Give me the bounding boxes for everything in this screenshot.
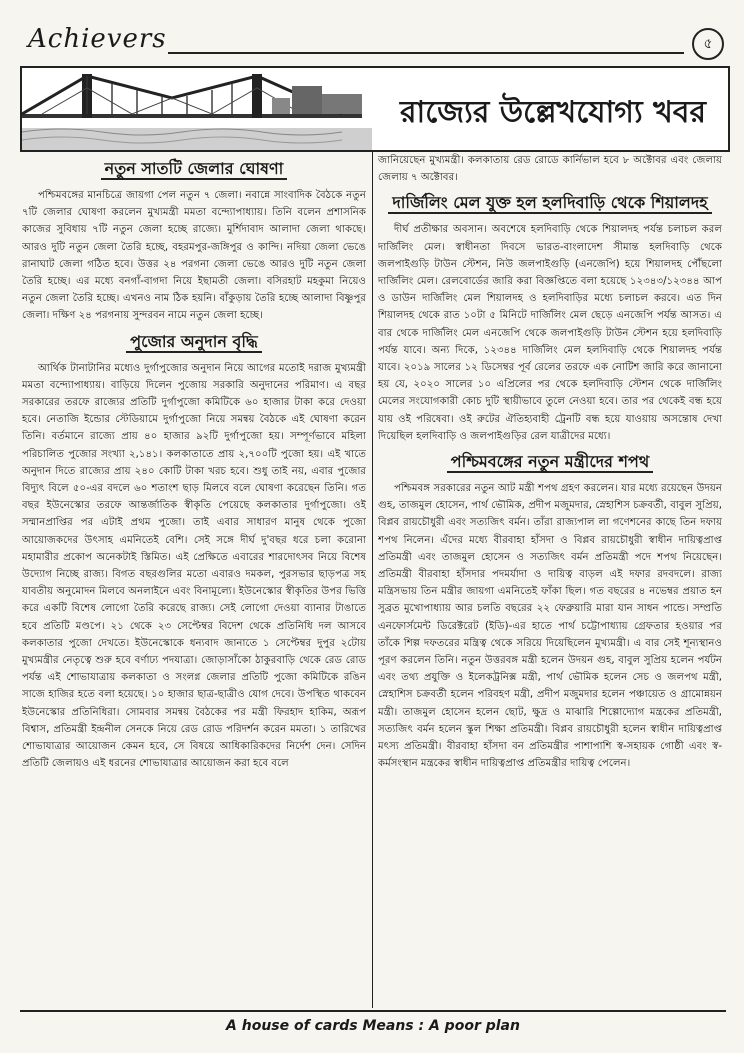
article-continuation: জানিয়েছেন মুখ্যমন্ত্রী। কলকাতায় রেড রোডে কার্নিভাল হবে ৮ অক্টোবর এবং জেলায় জেলায় ৭ অক্টোবর। [378, 155, 722, 184]
column-divider [372, 152, 373, 1008]
footer-idiom: A house of cards Means : A poor plan [226, 1018, 520, 1034]
left-column [22, 152, 366, 1008]
article-headline: পুজোর অনুদান বৃদ্ধি [22, 329, 366, 356]
article-headline: দার্জিলিং মেল যুক্ত হল হলদিবাড়ি থেকে শিয়ালদহ [378, 190, 722, 217]
article-paragraph: পশ্চিমবঙ্গ সরকারের নতুন আট মন্ত্রী শপথ গ্রহণ করলেন। যার মধ্যে রয়েছেন উদয়ন গুহ, তাজমুল হোসেন, পার্থ ভৌমিক, প্রদীপ মজুমদার, স্নেহাশিস চক্রবর্তী, বাবুল সুপ্রিয়, বিপ্লব রায়চৌধুরী এবং সত্যজিৎ বর্মন। তাঁরা রাজ্যপাল লা গণেশনের কাছে তিন দফায় শপথ নিলেন। এঁদের মধ্যে বীরবাহা হাঁসদা ও বিপ্লব রায়চৌধুরী স্বাধীন দায়িত্বপ্রাপ্ত প্রতিমন্ত্রী এবং তাজমুল হোসেন ও সত্যজিৎ বর্মন প্রতিমন্ত্রী পদে শপথ নিয়েছেন। প্রতিমন্ত্রী বীরবাহা হাঁসদার পদমর্যাদা ও দায়িত্ব বাড়ল এই দফার রদবদলে। রাজ্য মন্ত্রিসভায় তিন মন্ত্রীর জায়গা এমনিতেই ফাঁকা ছিল। গত বছরের ৪ নভেম্বর প্রয়াত হন সুব্রত মুখোপাধ্যায় আর চলতি বছরের ২২ ফেব্রুয়ারি মারা যান সাধন পান্ডে। সম্প্রতি এনফোর্সমেন্ট ডিরেক্টরেট (ইডি)-এর হাতে পার্থ চট্টোপাধ্যায় গ্রেফতার হওয়ার পর তাঁকে শিল্প দফতরের মন্ত্রিত্ব থেকে সরিয়ে দিয়েছিলেন মুখ্যমন্ত্রী। এ বার সেই শূন্যস্থানও পূরণ করলেন তিনি। নতুন উত্তরবঙ্গ মন্ত্রী হলেন উদয়ন গুহ, বাবুল সুপ্রিয় হলেন পর্যটন এবং তথ্য প্রযুক্তি ও ইলেকট্রনিক্স মন্ত্রী, পার্থ ভৌমিক হলেন সেচ ও জলপথ মন্ত্রী, স্নেহাশিস চক্রবর্তী হলেন পরিবহণ মন্ত্রী, প্রদীপ মজুমদার হলেন পঞ্চায়েত ও গ্রামোন্নয়ন মন্ত্রী। তাজমুল হোসেন হলেন ছোট, ক্ষুদ্র ও মাঝারি শিল্পোদ্যোগ মন্ত্রকের প্রতিমন্ত্রী, সত্যজিৎ বর্মন হলেন স্কুল শিক্ষা প্রতিমন্ত্রী। বিপ্লব রায়চৌধুরী হলেন স্বাধীন দায়িত্বপ্রাপ্ত মৎস্য প্রতিমন্ত্রী। বীরবাহা হাঁসদা বন প্রতিমন্ত্রীর পাশাপাশি স্ব-সহায়ক গোষ্ঠী এবং স্ব-কর্মসংস্থান মন্ত্রকের স্বাধীন দায়িত্বপ্রাপ্ত প্রতিমন্ত্রীর দায়িত্ব পেলেন। [378, 483, 722, 770]
section-banner [20, 66, 730, 152]
article-columns [22, 152, 722, 1008]
article-headline: পশ্চিমবঙ্গের নতুন মন্ত্রীদের শপথ [378, 449, 722, 476]
article-paragraph: পশ্চিমবঙ্গের মানচিত্রে জায়গা পেল নতুন ৭ জেলা। নবান্নে সাংবাদিক বৈঠকে নতুন ৭টি জেলার ঘোষণা করলেন মুখ্যমন্ত্রী মমতা বন্দ্যোপাধ্যায়। তিনি বলেন প্রশাসনিক কাজের সুবিধায় ৭টি নতুন জেলা হচ্ছে রাজ্যে। মুর্শিদাবাদ আলাদা জেলা থাকছে। আরও দুটি নতুন জেলা তৈরি হচ্ছে, বহরমপুর-জঙ্গিপুর ও কান্দি। নদিয়া জেলা ভেঙে রানাঘাট জেলা গঠিত হবে। উত্তর ২৪ পরগনা জেলা ভেঙে আরও দুটি নতুন জেলা তৈরি হচ্ছে। এর মধ্যে বনগাঁ-বাগদা নিয়ে ইছামতী জেলা। বসিরহাট মহকুমা নিয়েও নতুন জেলা তৈরি হচ্ছে। এখনও নাম ঠিক হয়নি। বাঁকুড়ায় তৈরি হচ্ছে আলাদা বিষ্ণুপুর জেলা। দক্ষিণ ২৪ পরগনায় সুন্দরবন নামে নতুন জেলা হচ্ছে। [22, 190, 366, 322]
page-header [18, 22, 728, 62]
article-headline: নতুন সাতটি জেলার ঘোষণা [22, 156, 366, 183]
banner-title: রাজ্যের উল্লেখযোগ্য খবর [390, 88, 716, 139]
right-column [378, 152, 722, 1008]
page-number: ৫ [692, 28, 724, 60]
brand-name: Achievers [28, 24, 167, 54]
article-paragraph: দীর্ঘ প্রতীক্ষার অবসান। অবশেষে হলদিবাড়ি থেকে শিয়ালদহ পর্যন্ত চলাচল করল দার্জিলিং মেল। স্বাধীনতা দিবসে ভারত-বাংলাদেশ সীমান্ত হলদিবাড়ি থেকে জলপাইগুড়ি টাউন স্টেশন, নিউ জলপাইগুড়ি (এনজেপি) হয়ে শিয়ালদহ পৌঁছলো দার্জিলিং মেল। রেলবোর্ডের জারি করা বিজ্ঞপ্তিতে বলা হয়েছে ১২৩৪৩/১২৩৪৪ আপ ও ডাউন দার্জিলিং মেল শিয়ালদহ ও হলদিবাড়ির মধ্যে চলাচল করবে। এত দিন শিয়ালদহ থেকে রাত ১০টা ৫ মিনিটে দার্জিলিং মেল ছেড়ে এনজেপি পর্যন্ত আসত। এ বার থেকে দার্জিলিং মেল এনজেপি থেকে জলপাইগুড়ি টাউন স্টেশন হয়ে হলদিবাড়ি পর্যন্ত যাবে। অন্য দিকে, ১২৩৪৪ দার্জিলিং মেল হলদিবাড়ি থেকে শিয়ালদহ পর্যন্ত যাবে। ২০১৯ সালের ১২ ডিসেম্বর পূর্ব রেলের তরফে এক নোটিশ জারি করে জানানো হয় যে, ২০২০ সালের ১০ এপ্রিলের পর থেকে হলদিবাড়ি স্টেশন থেকে দার্জিলিং মেলের সংযোগকারী কোচ দুটি স্থায়ীভাবে তুলে নেওয়া হবে। তার পর থেকেই বন্ধ হয়ে যায় ওই পরিষেবা। ওই রুটের ঐতিহ্যবাহী ট্রেনটি বন্ধ হয়ে যাওয়ায় অসন্তোষ দেখা দিয়েছিল হলদিবাড়ি ও জলপাইগুড়ির রেল যাত্রীদের মধ্যে। [378, 224, 722, 442]
page-footer [20, 1010, 726, 1042]
article-paragraph: আর্থিক টানাটানির মধ্যেও দুর্গাপুজোর অনুদান নিয়ে আগের মতোই দরাজ মুখ্যমন্ত্রী মমতা বন্দ্যোপাধ্যায়। বাড়িয়ে দিলেন পুজোয় সরকারি অনুদানের পরিমাণ। এ বছর সরকারের তরফে রাজ্যের প্রতিটি দুর্গাপুজো কমিটিকে ৬০ হাজার টাকা করে দেওয়া হবে। নেতাজি ইন্ডোর স্টেডিয়ামে দুর্গাপুজো নিয়ে সমন্বয় বৈঠকে এই ঘোষণা করেন তিনি। বর্তমানে রাজ্যে প্রায় ৪০ হাজার ৯২টি দুর্গাপুজো হয়। সম্পূর্ণভাবে মহিলা পরিচালিত পুজোর সংখ্যা ২,১৪১। কলকাতাতে প্রায় ২,৭০০টি পুজো হয়। এই খাতে অনুদান দিতে রাজ্যের প্রায় ২৪০ কোটি টাকা খরচ হবে। শুধু তাই নয়, এবার পুজোর বিদ্যুৎ বিলে ৫০-এর বদলে ৬০ শতাংশ ছাড় মিলবে বলে ঘোষণা করেছেন তিনি। গত বছর ইউনেস্কোর তরফে আন্তর্জাতিক স্বীকৃতি পেয়েছে কলকাতার দুর্গাপুজো। ওই সম্মানপ্রাপ্তির পর এটাই প্রথম পুজো। তাই এবার সাধারণ মানুষ থেকে পুজো আয়োজকদের উৎসাহ এমনিতেই বেশি। সেই সঙ্গে দীর্ঘ দু'বছর ধরে চলা করোনা মহামারীর প্রকোপ অনেকটাই স্তিমিত। এই প্রেক্ষিতে এবারের শারদোৎসব নিয়ে বিশেষ উদ্যোগ নিচ্ছে রাজ্য। বিগত বছরগুলির মতো এবারও দমকল, পুরসভার ছাড়পত্র সহ যাবতীয় অনুমোদন মিলবে অনলাইনে এবং বিনামূল্যে। ইউনেস্কোর স্বীকৃতির উপর ভিত্তি করে একটি বিশেষ লোগো তৈরি করেছে রাজ্য। সেই লোগো দেওয়া ব্যানার টাঙাতে হবে প্রতিটি মণ্ডপে। ২১ থেকে ২৩ সেপ্টেম্বর বিদেশ থেকে প্রতিনিধি দল আসবে কলকাতার পুজো দেখতে। ইউনেস্কোকে ধন্যবাদ জানাতে ১ সেপ্টেম্বর দুপুর ২টোয় মুখ্যমন্ত্রীর নেতৃত্বে শুরু হবে বর্ণাঢ্য পদযাত্রা। জোড়াসাঁকো ঠাকুরবাড়ি থেকে রেড রোড পর্যন্ত এই শোভাযাত্রায় কলকাতা ও সংলগ্ন জেলার প্রতিটি পুজো কমিটিকে রঙিন সাজে হাজির হতে বলা হয়েছে। ১০ হাজার ছাত্র-ছাত্রীও যোগ দেবে। উপস্থিত থাকবেন ইউনেস্কোর প্রতিনিধিরা। সোমবার সমন্বয় বৈঠকের পর মন্ত্রী ফিরহাদ হাকিম, অরূপ বিশ্বাস, প্রতিমন্ত্রী ইন্দ্রনীল সেনকে নিয়ে রেড রোড পরিদর্শন করেন মমতা। ১ তারিখের শোভাযাত্রার আয়োজন কেমন হবে, সে বিষয়ে আধিকারিকদের নির্দেশ দেন। সেদিন প্রতিটি জেলায়ও এই ধরনের শোভাযাত্রার আয়োজন করা হবে বলে [22, 362, 366, 770]
header-rule [168, 52, 684, 54]
